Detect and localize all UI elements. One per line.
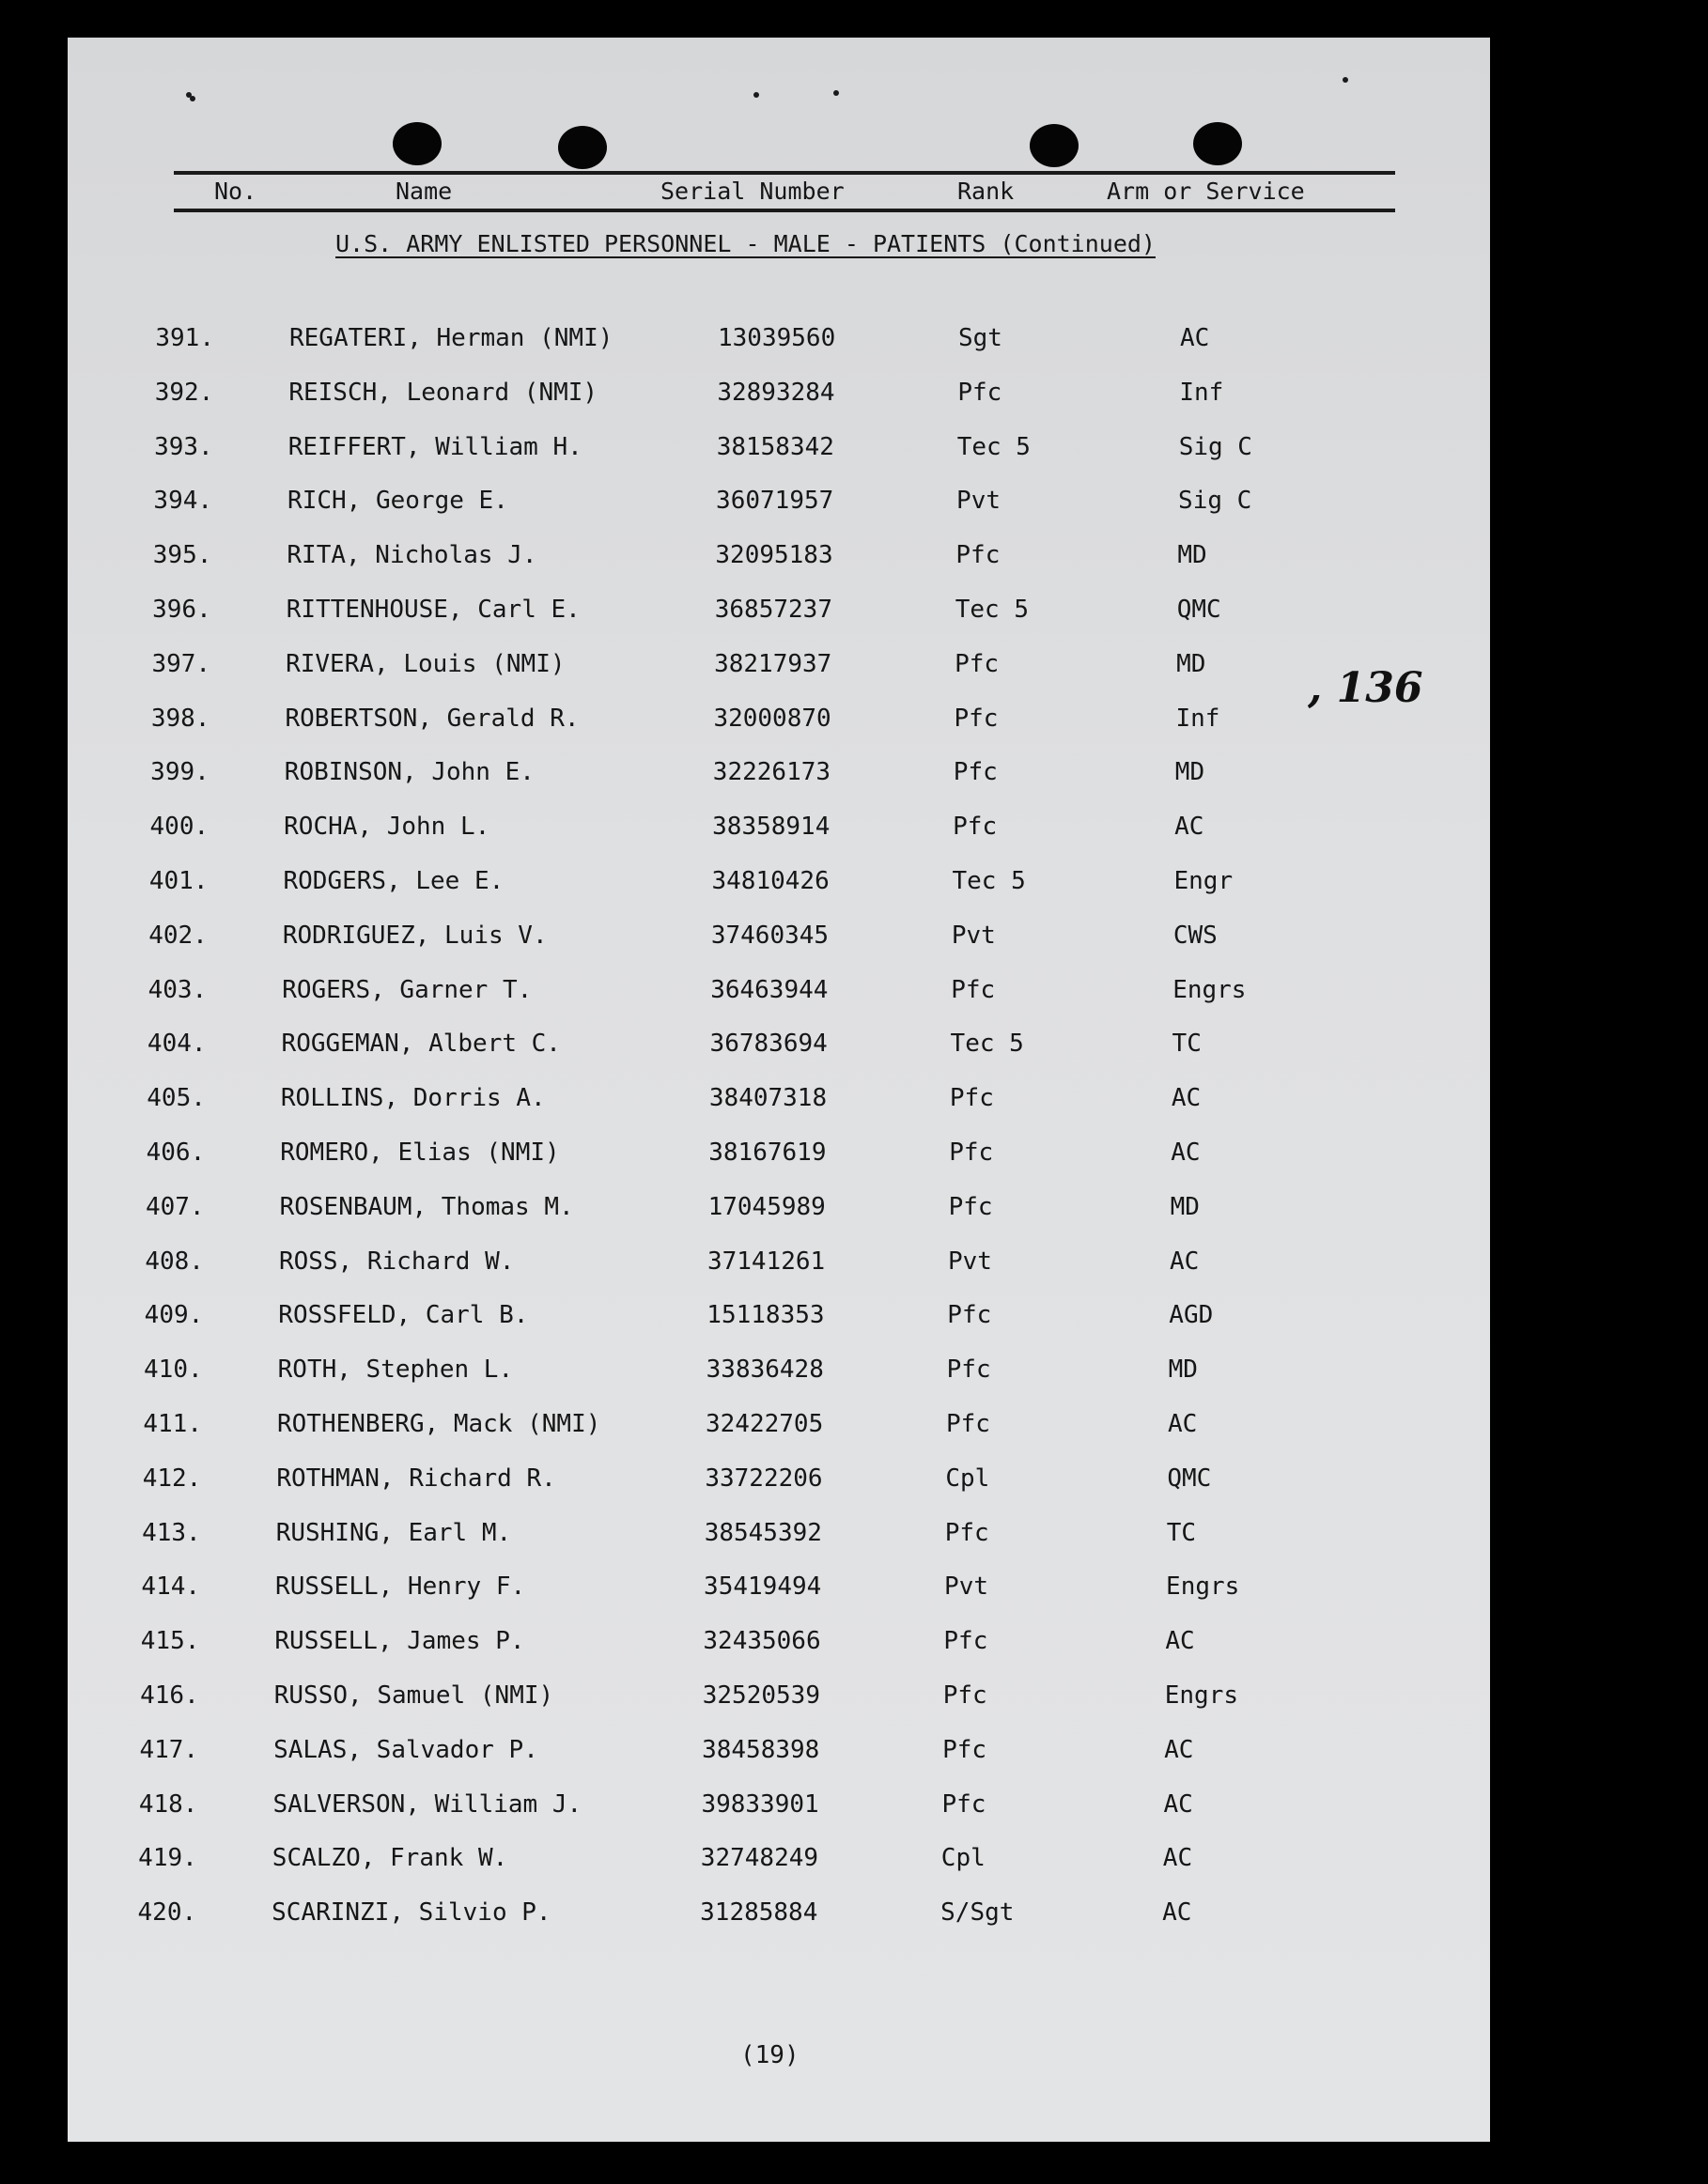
rank: Pfc (951, 975, 996, 1004)
rank: Pfc (947, 1301, 992, 1330)
list-item (68, 428, 1490, 466)
row-number: 420. (137, 1898, 197, 1928)
arm-or-service: MD (1170, 1192, 1200, 1221)
rank: Pfc (948, 1192, 993, 1221)
personnel-name: ROSSFELD, Carl B. (278, 1301, 529, 1330)
serial-number: 39833901 (701, 1789, 819, 1819)
personnel-name: RODGERS, Lee E. (283, 867, 505, 895)
page-number: (19) (740, 2041, 800, 2069)
speck (1343, 77, 1348, 83)
list-item (68, 1079, 1490, 1117)
column-header-name: Name (396, 178, 453, 205)
row-number: 405. (147, 1084, 206, 1113)
row-number: 403. (148, 975, 208, 1004)
personnel-name: ROGERS, Garner T. (282, 975, 533, 1004)
arm-or-service: AC (1180, 324, 1210, 352)
row-number: 419. (138, 1844, 197, 1873)
serial-number: 36857237 (714, 596, 832, 624)
section-title: U.S. ARMY ENLISTED PERSONNEL - MALE - PATIENTS (Continued) (335, 230, 1156, 257)
arm-or-service: QMC (1176, 596, 1221, 624)
personnel-name: ROBERTSON, Gerald R. (285, 704, 580, 733)
list-item (68, 374, 1490, 411)
arm-or-service: AC (1164, 1735, 1194, 1764)
list-item (68, 645, 1490, 683)
column-header-serial: Serial Number (660, 178, 845, 205)
list-item (68, 971, 1490, 1009)
list-item (68, 1188, 1490, 1226)
personnel-name: RUSHING, Earl M. (275, 1518, 512, 1547)
list-item (68, 1296, 1490, 1334)
arm-or-service: MD (1176, 649, 1206, 678)
list-item (68, 1894, 1490, 1931)
row-number: 416. (140, 1681, 199, 1710)
rank: Sgt (958, 324, 1002, 352)
personnel-name: ROLLINS, Dorris A. (280, 1084, 546, 1113)
personnel-name: REISCH, Leonard (NMI) (288, 378, 598, 407)
rank: Pfc (943, 1627, 988, 1656)
arm-or-service: AC (1162, 1844, 1193, 1873)
rank: Cpl (945, 1464, 990, 1493)
personnel-name: SALVERSON, William J. (272, 1789, 582, 1819)
row-number: 408. (145, 1247, 204, 1276)
arm-or-service: MD (1168, 1355, 1198, 1385)
list-item (68, 700, 1490, 737)
column-header-arm: Arm or Service (1107, 178, 1305, 205)
row-number: 406. (146, 1138, 206, 1167)
row-number: 410. (144, 1355, 203, 1385)
serial-number: 36071957 (716, 487, 834, 516)
row-number: 402. (148, 921, 208, 950)
arm-or-service: MD (1174, 758, 1205, 787)
list-item (68, 1839, 1490, 1877)
speck (833, 90, 839, 96)
rank: Tec 5 (956, 432, 1031, 461)
row-number: 392. (154, 378, 214, 407)
personnel-name: RICH, George E. (287, 487, 508, 516)
list-item (68, 808, 1490, 845)
arm-or-service: AC (1168, 1410, 1198, 1438)
serial-number: 35419494 (704, 1572, 822, 1602)
list-item (68, 536, 1490, 574)
personnel-name: RUSSELL, Henry F. (275, 1572, 526, 1602)
rank: Tec 5 (955, 596, 1030, 624)
rank: Pvt (951, 921, 996, 950)
serial-number: 32435066 (703, 1627, 821, 1656)
serial-number: 32422705 (706, 1410, 824, 1438)
personnel-name: ROSS, Richard W. (278, 1247, 515, 1276)
list-item (68, 1460, 1490, 1497)
punch-hole-3 (1030, 124, 1079, 167)
personnel-name: ROTH, Stephen L. (277, 1355, 514, 1385)
handwritten-margin-note: , 136 (1308, 664, 1423, 712)
list-item (68, 1514, 1490, 1552)
serial-number: 32893284 (717, 378, 835, 407)
personnel-name: RODRIGUEZ, Luis V. (282, 921, 548, 950)
list-item (68, 1243, 1490, 1280)
arm-or-service: Sig C (1178, 487, 1252, 516)
personnel-name: REIFFERT, William H. (287, 432, 582, 461)
personnel-name: ROSENBAUM, Thomas M. (279, 1192, 574, 1221)
personnel-name: SCARINZI, Silvio P. (272, 1898, 551, 1928)
row-number: 401. (148, 867, 209, 895)
serial-number: 15118353 (706, 1301, 825, 1330)
arm-or-service: AC (1171, 1138, 1201, 1167)
personnel-name: SCALZO, Frank W. (272, 1844, 508, 1873)
serial-number: 38167619 (708, 1138, 827, 1167)
row-number: 411. (143, 1410, 202, 1438)
row-number: 404. (147, 1030, 207, 1059)
rank: Pfc (955, 541, 1001, 570)
arm-or-service: AC (1165, 1627, 1195, 1656)
arm-or-service: Engrs (1166, 1572, 1240, 1602)
serial-number: 38545392 (704, 1518, 822, 1547)
rank: Pfc (949, 1138, 994, 1167)
personnel-name: RUSSO, Samuel (NMI) (273, 1681, 554, 1710)
rank: Tec 5 (950, 1030, 1024, 1059)
rank: Pfc (946, 1355, 991, 1385)
rank: Pfc (944, 1518, 989, 1547)
rank: Pfc (954, 704, 999, 733)
arm-or-service: MD (1177, 541, 1207, 570)
list-item (68, 1786, 1490, 1823)
row-number: 393. (154, 432, 213, 461)
row-number: 391. (155, 324, 214, 352)
arm-or-service: TC (1166, 1518, 1196, 1547)
column-header-rank: Rank (957, 178, 1015, 205)
row-number: 409. (144, 1301, 204, 1330)
rank: Pfc (957, 378, 1002, 407)
serial-number: 32226173 (712, 758, 831, 787)
personnel-name: RITTENHOUSE, Carl E. (286, 596, 581, 624)
column-header-no: No. (214, 178, 257, 205)
list-item (68, 862, 1490, 900)
rank: Pfc (941, 1789, 986, 1819)
serial-number: 32520539 (702, 1681, 820, 1710)
personnel-name: SALAS, Salvador P. (273, 1735, 538, 1764)
serial-number: 36783694 (709, 1030, 828, 1059)
speck (753, 92, 759, 98)
rank: Pfc (953, 758, 998, 787)
punch-hole-4 (1193, 122, 1242, 165)
row-number: 399. (150, 758, 210, 787)
rank: Pfc (942, 1681, 987, 1710)
margin-note-number: 136 (1336, 664, 1423, 712)
row-number: 395. (152, 541, 212, 570)
row-number: 412. (142, 1464, 202, 1493)
rank: Pfc (953, 813, 998, 842)
personnel-name: RIVERA, Louis (NMI) (286, 649, 566, 678)
serial-number: 38458398 (702, 1735, 820, 1764)
rank: Tec 5 (952, 867, 1026, 895)
document-page (68, 38, 1490, 2142)
list-item (68, 1731, 1490, 1769)
serial-number: 34810426 (711, 867, 830, 895)
arm-or-service: Inf (1175, 704, 1220, 733)
punch-hole-2 (558, 126, 607, 169)
row-number: 398. (150, 704, 210, 733)
arm-or-service: Engrs (1172, 975, 1247, 1004)
rank: Pfc (949, 1084, 994, 1113)
personnel-name: ROTHMAN, Richard R. (276, 1464, 556, 1493)
serial-number: 32095183 (715, 541, 833, 570)
arm-or-service: TC (1172, 1030, 1202, 1059)
serial-number: 33836428 (706, 1355, 824, 1385)
personnel-name: ROMERO, Elias (NMI) (280, 1138, 560, 1167)
rank: Pfc (942, 1735, 987, 1764)
rank: Pfc (955, 649, 1000, 678)
row-number: 418. (138, 1789, 198, 1819)
arm-or-service: Sig C (1178, 432, 1252, 461)
serial-number: 38358914 (712, 813, 831, 842)
arm-or-service: AGD (1169, 1301, 1214, 1330)
row-number: 407. (145, 1192, 205, 1221)
list-item (68, 1405, 1490, 1443)
serial-number: 38158342 (716, 432, 834, 461)
arm-or-service: AC (1174, 813, 1204, 842)
list-item (68, 591, 1490, 628)
serial-number: 32748249 (700, 1844, 819, 1873)
rank: S/Sgt (940, 1898, 1015, 1928)
row-number: 413. (142, 1518, 201, 1547)
serial-number: 36463944 (710, 975, 829, 1004)
personnel-name: ROGGEMAN, Albert C. (281, 1030, 561, 1059)
serial-number: 38407318 (708, 1084, 828, 1113)
arm-or-service: Engrs (1164, 1681, 1239, 1710)
serial-number: 37141261 (706, 1247, 826, 1276)
rank: Pvt (944, 1572, 989, 1602)
personnel-name: RITA, Nicholas J. (287, 541, 537, 570)
arm-or-service: AC (1169, 1247, 1200, 1276)
speck (190, 96, 195, 101)
list-item (68, 917, 1490, 954)
list-item (68, 1025, 1490, 1062)
serial-number: 13039560 (718, 324, 836, 352)
list-item (68, 1568, 1490, 1605)
rank: Cpl (940, 1844, 986, 1873)
row-number: 417. (139, 1735, 199, 1764)
list-item (68, 1351, 1490, 1388)
arm-or-service: Inf (1179, 378, 1224, 407)
column-header-bar (174, 171, 1395, 212)
arm-or-service: AC (1162, 1898, 1192, 1928)
row-number: 397. (151, 649, 211, 678)
rank: Pvt (956, 487, 1002, 516)
list-item (68, 319, 1490, 357)
row-number: 415. (140, 1627, 200, 1656)
personnel-name: REGATERI, Herman (NMI) (289, 324, 613, 352)
row-number: 414. (141, 1572, 201, 1602)
row-number: 394. (153, 487, 213, 516)
serial-number: 17045989 (707, 1192, 826, 1221)
rank: Pfc (946, 1410, 990, 1438)
personnel-name: ROTHENBERG, Mack (NMI) (277, 1410, 601, 1438)
serial-number: 33722206 (705, 1464, 823, 1493)
serial-number: 31285884 (700, 1898, 818, 1928)
serial-number: 38217937 (714, 649, 832, 678)
list-item (68, 1622, 1490, 1660)
personnel-name: ROBINSON, John E. (284, 758, 535, 787)
arm-or-service: CWS (1172, 921, 1218, 950)
personnel-name: ROCHA, John L. (284, 813, 490, 842)
serial-number: 32000870 (713, 704, 831, 733)
personnel-name: RUSSELL, James P. (274, 1627, 525, 1656)
list-item (68, 753, 1490, 791)
row-number: 396. (152, 596, 211, 624)
arm-or-service: Engr (1173, 867, 1234, 895)
list-item (68, 1677, 1490, 1714)
arm-or-service: QMC (1167, 1464, 1212, 1493)
rank: Pvt (947, 1247, 992, 1276)
serial-number: 37460345 (710, 921, 830, 950)
row-number: 400. (149, 813, 210, 842)
arm-or-service: AC (1171, 1084, 1202, 1113)
list-item (68, 1134, 1490, 1171)
arm-or-service: AC (1163, 1789, 1193, 1819)
punch-hole-1 (393, 122, 442, 165)
list-item (68, 482, 1490, 519)
